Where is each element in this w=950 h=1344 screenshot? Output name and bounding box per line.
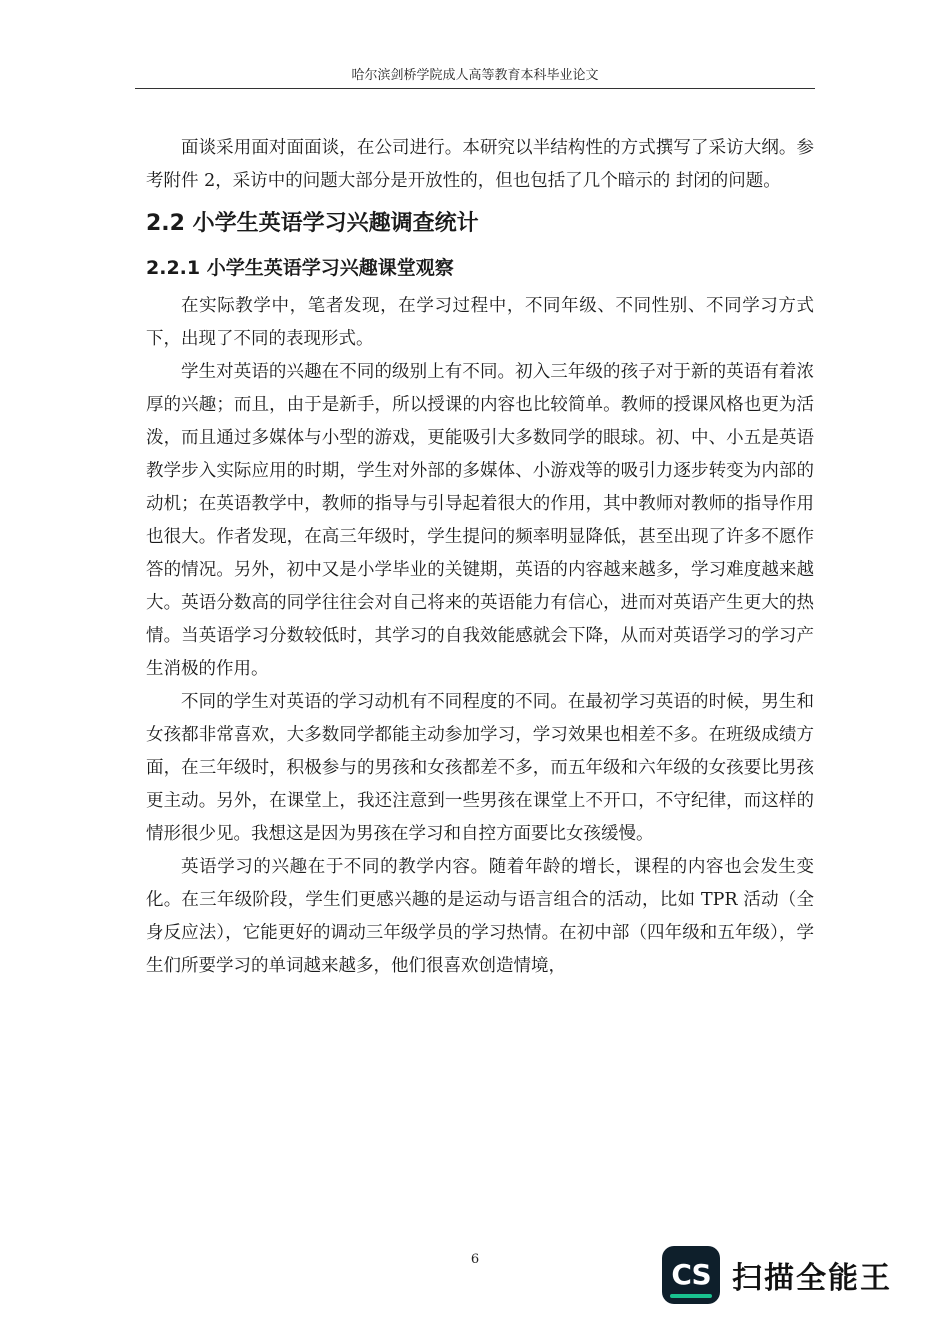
logo-text: CS <box>671 1258 711 1291</box>
header-divider <box>135 88 815 89</box>
logo-accent-bar <box>670 1294 712 1298</box>
body-paragraph: 不同的学生对英语的学习动机有不同程度的不同。在最初学习英语的时候，男生和女孩都非常喜欢，大多数同学都能主动参加学习，学习效果也相差不多。在班级成绩方面，在三年级时，积极参与的男孩和女孩都差不多，而五年级和六年级的女孩要比男孩更主动。另外，在课堂上，我还注意到一些男孩在课堂上不开口，不守纪律，而这样的情形很少见。我想这是因为男孩在学习和自控方面要比女孩缓慢。 <box>146 692 814 844</box>
camscanner-logo-icon <box>662 1246 720 1304</box>
watermark-app-name: 扫描全能王 <box>732 1261 892 1296</box>
page-number: 6 <box>470 1252 480 1267</box>
subsection-heading: 2.2.1 小学生英语学习兴趣课堂观察 <box>146 257 454 279</box>
page-header: 哈尔滨剑桥学院成人高等教育本科毕业论文 <box>351 68 599 83</box>
scanner-watermark <box>662 1245 892 1305</box>
body-paragraph: 学生对英语的兴趣在不同的级别上有不同。初入三年级的孩子对于新的英语有着浓厚的兴趣；而且，由于是新手，所以授课的内容也比较简单。教师的授课风格也更为活泼，而且通过多媒体与小型的游戏，更能吸引大多数同学的眼球。初、中、小五是英语教学步入实际应用的时期，学生对外部的多媒体、小游戏等的吸引力逐步转变为内部的动机；在英语教学中，教师的指导与引导起着很大的作用，其中教师对教师的指导作用也很大。作者发现，在高三年级时，学生提问的频率明显降低，甚至出现了许多不愿作答的情况。另外，初中又是小学毕业的关键期，英语的内容越来越多，学习难度越来越大。英语分数高的同学往往会对自己将来的英语能力有信心，进而对英语产生更大的热情。当英语学习分数较低时，其学习的自我效能感就会下降，从而对英语学习的学习产生消极的作用。 <box>146 362 814 679</box>
body-paragraph: 英语学习的兴趣在于不同的教学内容。随着年龄的增长，课程的内容也会发生变化。在三年级阶段，学生们更感兴趣的是运动与语言组合的活动，比如 TPR 活动（全身反应法），它能更好的调动三年级学员的学习热情。在初中部（四年级和五年级），学生们所要学习的单词越来越多，他们很喜欢创造情境， <box>146 857 814 976</box>
document-body <box>146 132 814 983</box>
section-heading: 2.2 小学生英语学习兴趣调查统计 <box>146 211 479 236</box>
body-paragraph: 在实际教学中，笔者发现，在学习过程中，不同年级、不同性别、不同学习方式下，出现了不同的表现形式。 <box>146 296 814 349</box>
intro-paragraph: 面谈采用面对面面谈，在公司进行。本研究以半结构性的方式撰写了采访大纲。参考附件 2，采访中的问题大部分是开放性的，但也包括了几个暗示的 封闭的问题。 <box>146 138 814 191</box>
